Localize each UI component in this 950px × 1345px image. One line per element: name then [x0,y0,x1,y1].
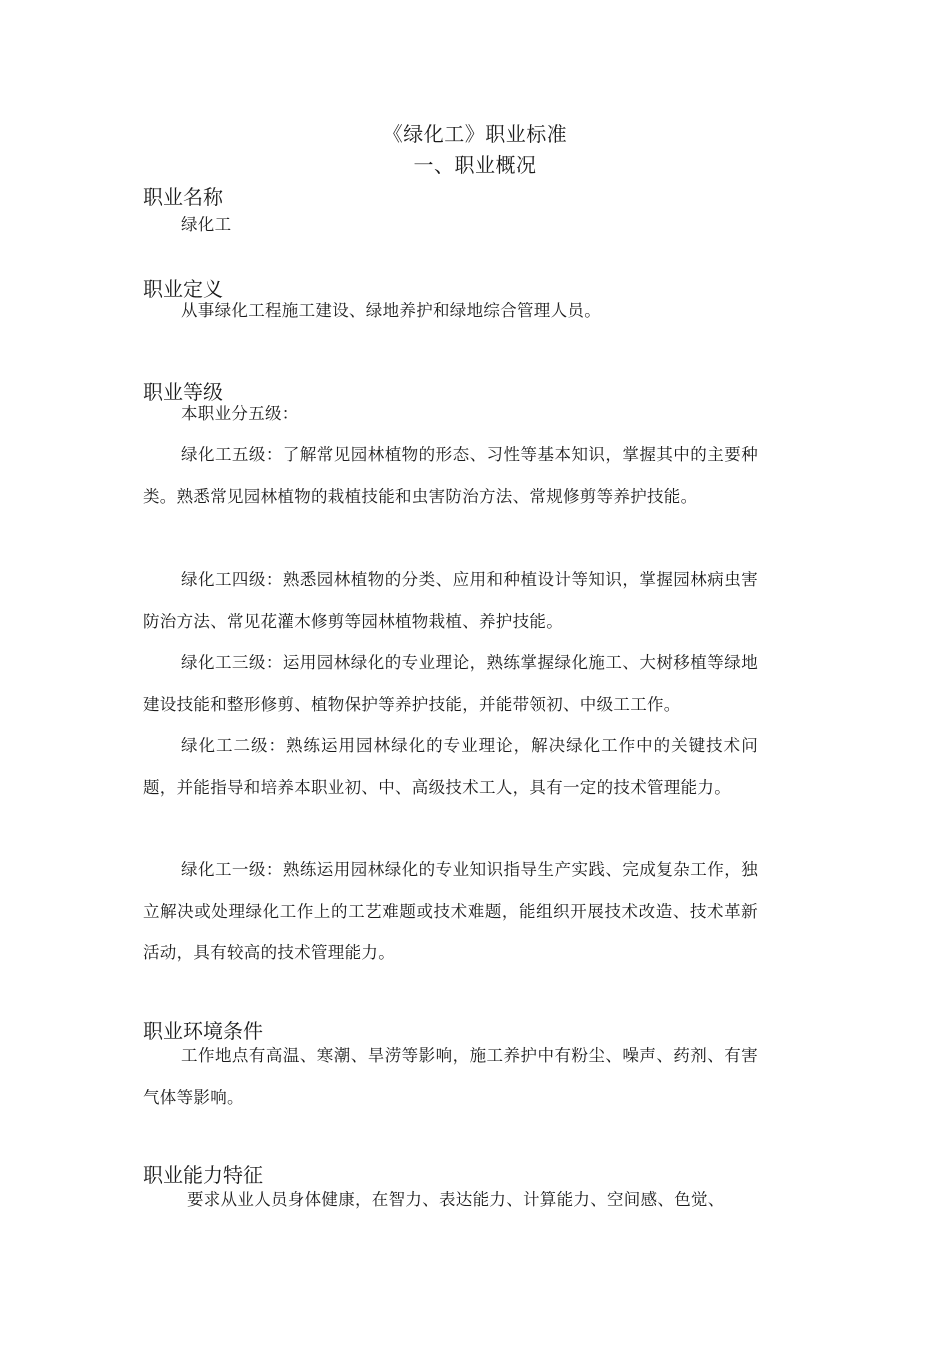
section-title: 一、职业概况 [413,153,537,177]
document-title: 《绿化工》职业标准 [382,122,568,146]
paragraph-level-three: 绿化工三级：运用园林绿化的专业理论，熟练掌握绿化施工、大树移植等绿地建设技能和整形修剪、植物保护等养护技能，并能带领初、中级工工作。 [143,653,758,714]
heading-work-environment: 职业环境条件 [143,1019,263,1043]
heading-occupation-definition: 职业定义 [143,277,223,301]
paragraph-level-four: 绿化工四级：熟悉园林植物的分类、应用和种植设计等知识，掌握园林病虫害防治方法、常见花灌木修剪等园林植物栽植、养护技能。 [143,570,758,631]
paragraph-occupation-name: 绿化工 [181,215,232,234]
paragraph-occupation-definition: 从事绿化工程施工建设、绿地养护和绿地综合管理人员。 [181,301,601,320]
paragraph-level-one: 绿化工一级：熟练运用园林绿化的专业知识指导生产实践、完成复杂工作，独立解决或处理绿化工作上的工艺难题或技术难题，能组织开展技术改造、技术革新活动，具有较高的技术管理能力。 [143,860,758,962]
paragraph-level-two: 绿化工二级：熟练运用园林绿化的专业理论，解决绿化工作中的关键技术问题，并能指导和培养本职业初、中、高级技术工人，具有一定的技术管理能力。 [143,736,758,797]
paragraph-level-five: 绿化工五级：了解常见园林植物的形态、习性等基本知识，掌握其中的主要种类。熟悉常见园林植物的栽植技能和虫害防治方法、常规修剪等养护技能。 [143,445,758,506]
paragraph-work-environment: 工作地点有高温、寒潮、旱涝等影响，施工养护中有粉尘、噪声、药剂、有害气体等影响。 [143,1046,758,1107]
paragraph-levels-intro: 本职业分五级： [181,404,299,423]
heading-occupation-name: 职业名称 [143,185,223,209]
heading-occupation-levels: 职业等级 [143,380,223,404]
paragraph-ability-characteristics: 要求从业人员身体健康，在智力、表达能力、计算能力、空间感、色觉、 [187,1190,725,1209]
heading-ability-characteristics: 职业能力特征 [143,1163,263,1187]
